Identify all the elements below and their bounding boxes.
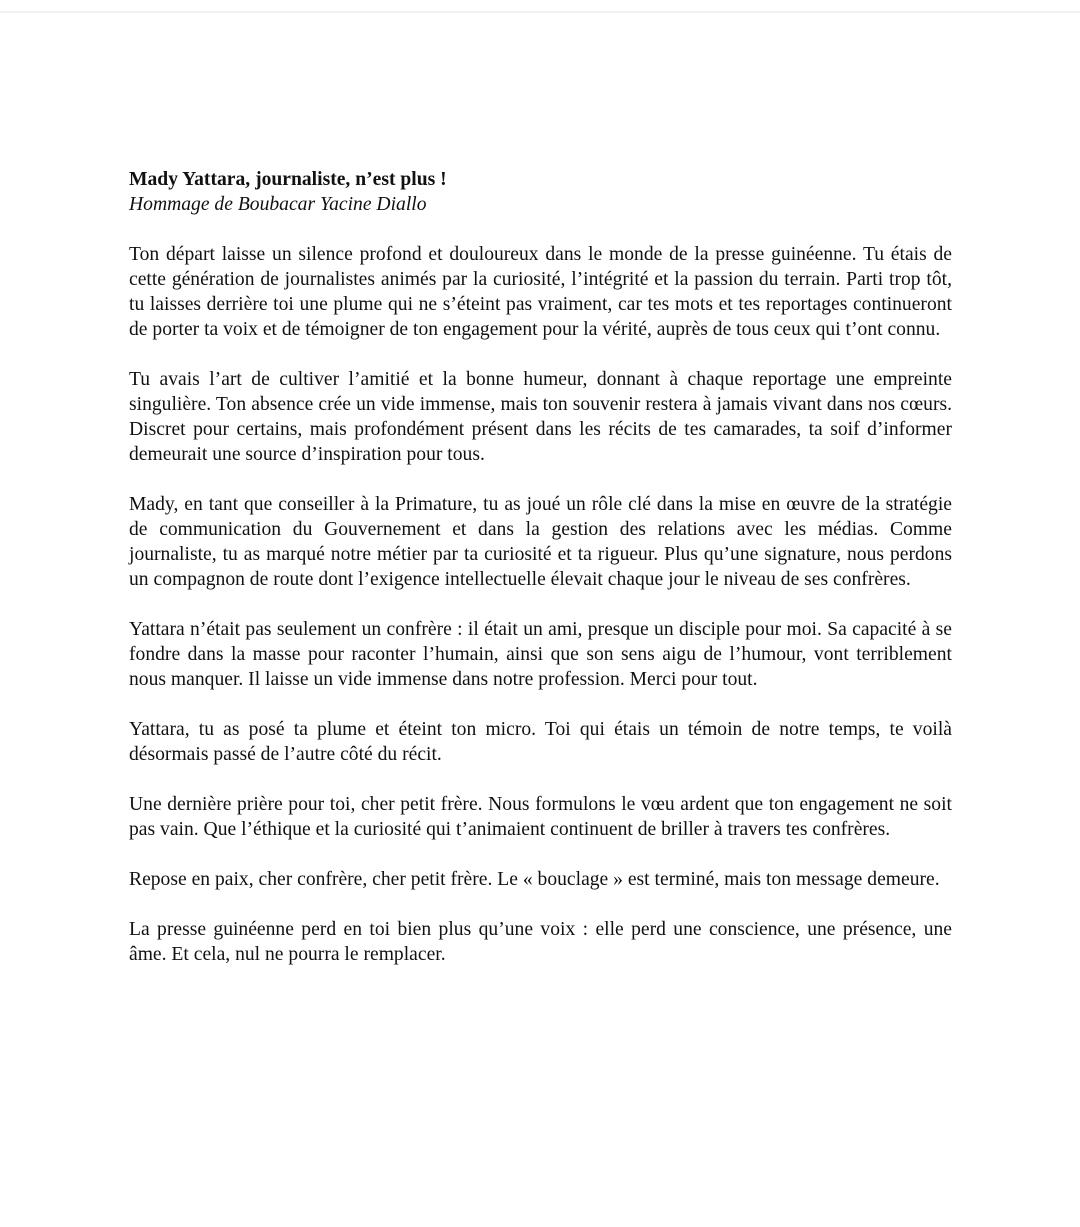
paragraph: Yattara n’était pas seulement un confrère : il était un ami, presque un disciple pour moi. Sa capacité à se fondre dans la masse pour raconter l’humain, ainsi que son sens aigu de l’humour, vont terriblement nous manquer. Il laisse un vide immense dans notre profession. Merci pour tout. <box>129 619 952 690</box>
paragraph: Mady, en tant que conseiller à la Primature, tu as joué un rôle clé dans la mise en œuvre de la stratégie de communication du Gouvernement et dans la gestion des relations avec les médias. Comme journaliste, tu as marqué notre métier par ta curiosité et ta rigueur. Plus qu’une signature, nous perdons un compagnon de route dont l’exigence intellectuelle élevait chaque jour le niveau de ses confrères. <box>129 494 952 590</box>
top-divider <box>0 11 1080 13</box>
paragraph: Tu avais l’art de cultiver l’amitié et la bonne humeur, donnant à chaque reportage une empreinte singulière. Ton absence crée un vide immense, mais ton souvenir restera à jamais vivant dans nos cœurs. Discret pour certains, mais profondément présent dans les récits de tes camarades, ta soif d’informer demeurait une source d’inspiration pour tous. <box>129 369 952 465</box>
paragraph: Yattara, tu as posé ta plume et éteint ton micro. Toi qui étais un témoin de notre temps, te voilà désormais passé de l’autre côté du récit. <box>129 719 952 765</box>
document-page <box>129 167 952 967</box>
paragraph: Ton départ laisse un silence profond et douloureux dans le monde de la presse guinéenne. Tu étais de cette génération de journalistes animés par la curiosité, l’intégrité et la passion du terrain. Parti trop tôt, tu laisses derrière toi une plume qui ne s’éteint pas vraiment, car tes mots et tes reportages continueront de porter ta voix et de témoigner de ton engagement pour la vérité, auprès de tous ceux qui t’ont connu. <box>129 244 952 340</box>
document-title: Mady Yattara, journaliste, n’est plus ! <box>129 169 447 190</box>
paragraph: Repose en paix, cher confrère, cher petit frère. Le « bouclage » est terminé, mais ton message demeure. <box>129 869 940 890</box>
paragraph: Une dernière prière pour toi, cher petit frère. Nous formulons le vœu ardent que ton engagement ne soit pas vain. Que l’éthique et la curiosité qui t’animaient continuent de briller à travers tes confrères. <box>129 794 952 840</box>
document-subtitle: Hommage de Boubacar Yacine Diallo <box>129 194 427 215</box>
paragraph: La presse guinéenne perd en toi bien plus qu’une voix : elle perd une conscience, une présence, une âme. Et cela, nul ne pourra le remplacer. <box>129 919 952 965</box>
